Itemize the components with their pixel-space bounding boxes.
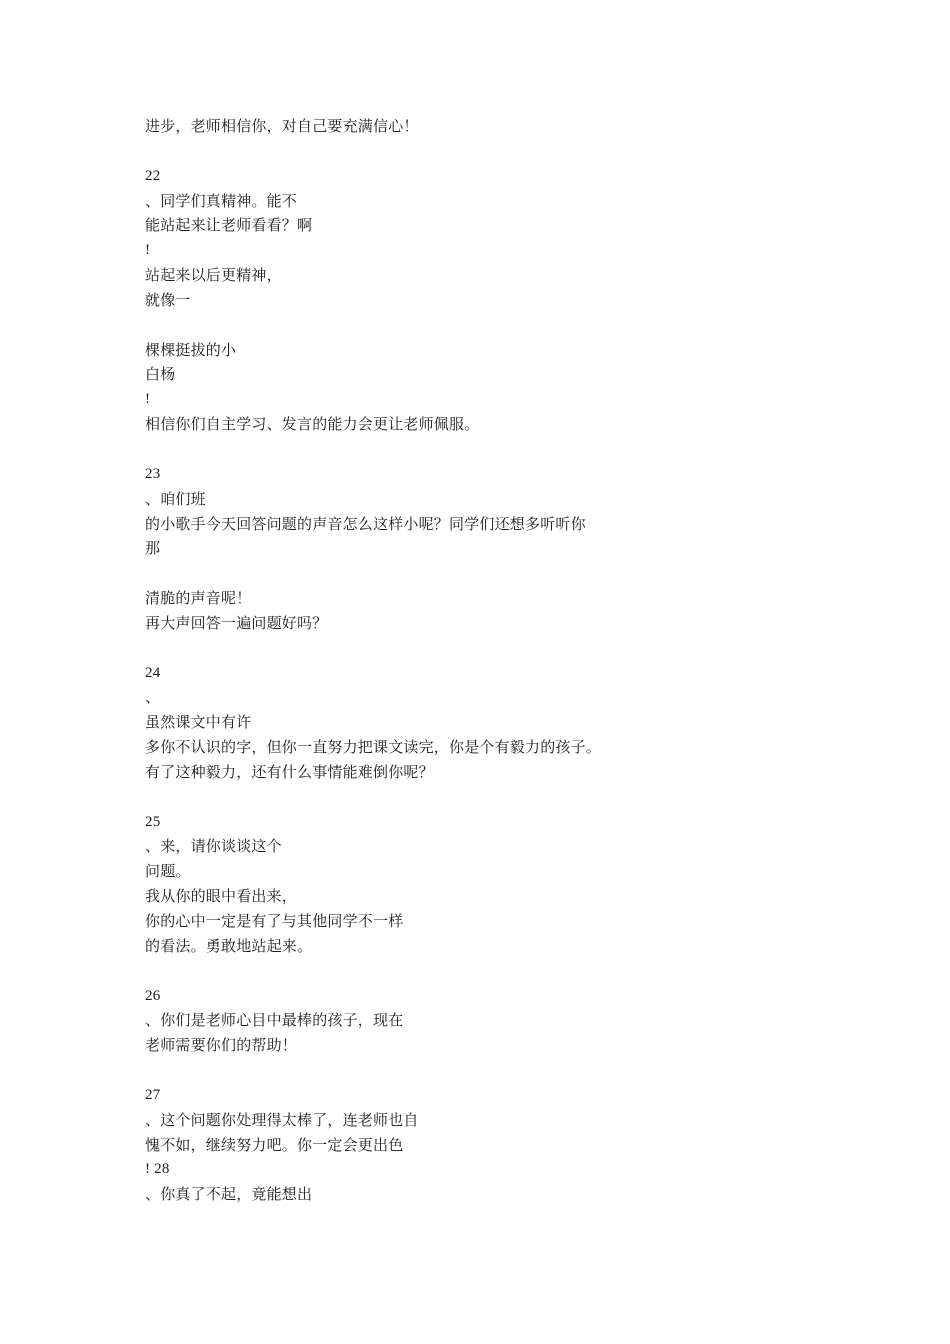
text-line: 白杨 — [145, 365, 176, 384]
text-line: 站起来以后更精神， — [145, 266, 282, 285]
text-line: 就像一 — [145, 290, 191, 309]
blank-line — [145, 1058, 845, 1083]
text-line: 、咱们班 — [145, 489, 206, 508]
text-line: 、你真了不起，竟能想出 — [145, 1185, 313, 1204]
text-line: 、同学们真精神。能不 — [145, 191, 298, 210]
text-line: 多你不认识的字，但你一直努力把课文读完，你是个有毅力的孩子。 — [145, 738, 602, 757]
blank-line — [145, 561, 845, 586]
text-line: 那 — [145, 539, 161, 558]
text-line: 有了这种毅力，还有什么事情能难倒你呢？ — [145, 762, 434, 781]
text-line: 能站起来让老师看看？啊 — [145, 216, 313, 235]
text-line: 虽然课文中有许 — [145, 713, 252, 732]
blank-line — [145, 785, 845, 810]
text-line: 问题。 — [145, 862, 191, 881]
text-line: 的小歌手今天回答问题的声音怎么这样小呢？同学们还想多听听你 — [145, 514, 586, 533]
text-line: 26 — [145, 987, 161, 1004]
blank-line — [145, 139, 845, 164]
text-line: 老师需要你们的帮助！ — [145, 1036, 298, 1055]
text-line: 棵棵挺拔的小 — [145, 340, 237, 359]
text-line: 、这个问题你处理得太棒了，连老师也自 — [145, 1110, 419, 1129]
text-line: 再大声回答一遍问题好吗？ — [145, 613, 328, 632]
text-line: ! — [145, 242, 151, 259]
text-line: 进步，老师相信你，对自己要充满信心！ — [145, 117, 419, 135]
text-line: 25 — [145, 813, 161, 830]
text-line: 清脆的声音呢！ — [145, 589, 252, 608]
text-line: ! 28 — [145, 1161, 170, 1178]
blank-line — [145, 959, 845, 984]
text-line: 、你们是老师心目中最棒的孩子，现在 — [145, 1011, 404, 1030]
blank-line — [145, 437, 845, 462]
text-line: 我从你的眼中看出来， — [145, 887, 298, 906]
text-line: 24 — [145, 664, 161, 681]
text-line: 23 — [145, 465, 161, 482]
text-line: ! — [145, 391, 151, 408]
text-line: 、来，请你谈谈这个 — [145, 837, 282, 856]
text-line: 22 — [145, 167, 161, 184]
text-line: 27 — [145, 1086, 161, 1103]
text-line: 、 — [145, 688, 161, 707]
text-line: 相信你们自主学习、发言的能力会更让老师佩服。 — [145, 415, 480, 434]
blank-line — [145, 313, 845, 338]
document-body — [145, 114, 845, 1207]
text-line: 你的心中一定是有了与其他同学不一样 — [145, 912, 404, 930]
text-line: 愧不如，继续努力吧。你一定会更出色 — [145, 1135, 404, 1154]
text-line: 的看法。勇敢地站起来。 — [145, 936, 313, 955]
blank-line — [145, 636, 845, 661]
